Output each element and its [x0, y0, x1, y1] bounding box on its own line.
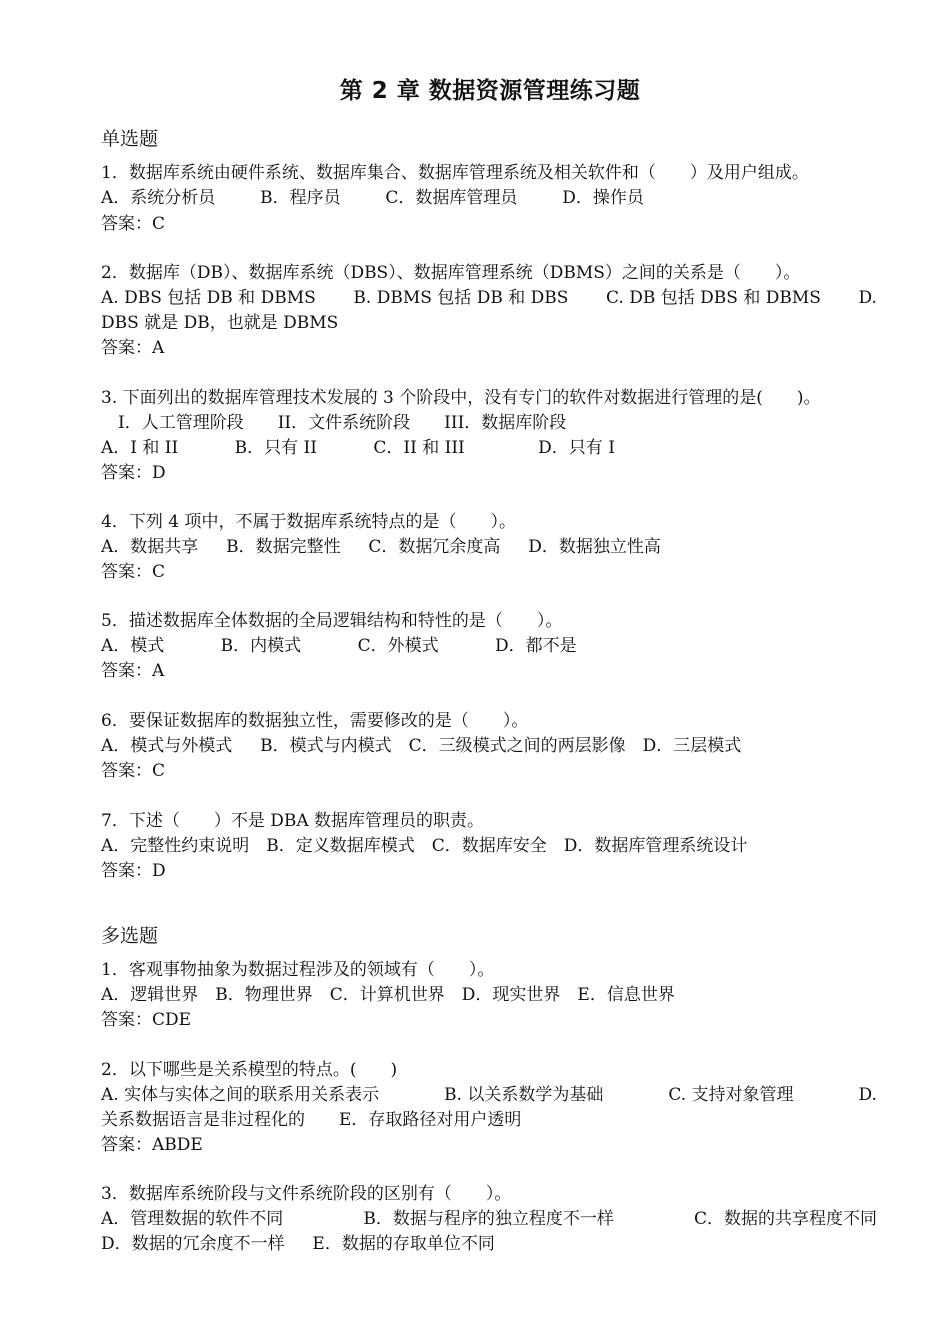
question-answer: 答案：C — [101, 214, 166, 234]
option-d: D. — [858, 288, 877, 308]
question-text: 2．以下哪些是关系模型的特点。( ) — [101, 1060, 398, 1080]
question-text: 6．要保证数据库的数据独立性，需要修改的是（ ）。 — [101, 711, 529, 731]
question-options-row — [101, 1083, 877, 1108]
option-c: C．数据的共享程度不同 — [693, 1209, 877, 1229]
section-heading-multi: 多选题 — [101, 925, 159, 947]
option-d: D. — [858, 1085, 877, 1105]
question-answer: 答案：A — [101, 661, 165, 681]
question-text: 5．描述数据库全体数据的全局逻辑结构和特性的是（ ）。 — [101, 611, 563, 631]
question-options-row — [101, 1207, 877, 1232]
question-options: A．完整性约束说明 B．定义数据库模式 C．数据库安全 D．数据库管理系统设计 — [101, 836, 748, 856]
option-a: A．管理数据的软件不同 — [101, 1209, 284, 1229]
question-answer: 答案：CDE — [101, 1010, 192, 1030]
option-b: B. 以关系数学为基础 — [444, 1085, 604, 1105]
question-options-cont: DBS 就是 DB，也就是 DBMS — [101, 313, 339, 333]
question-options: A．系统分析员 B．程序员 C．数据库管理员 D．操作员 — [101, 188, 644, 208]
question-options: A．逻辑世界 B．物理世界 C．计算机世界 D．现实世界 E．信息世界 — [101, 985, 675, 1005]
option-a: A. 实体与实体之间的联系用关系表示 — [101, 1085, 380, 1105]
question-options-cont: 关系数据语言是非过程化的 E．存取路径对用户透明 — [101, 1110, 522, 1130]
question-answer: 答案：D — [101, 463, 166, 483]
section-heading-single: 单选题 — [101, 128, 159, 150]
question-options: A．I 和 II B．只有 II C．II 和 III D．只有 I — [101, 438, 615, 458]
option-a: A. DBS 包括 DB 和 DBMS — [101, 288, 316, 308]
question-answer: 答案：D — [101, 861, 166, 881]
question-text: 1．数据库系统由硬件系统、数据库集合、数据库管理系统及相关软件和（ ）及用户组成。 — [101, 163, 809, 183]
question-text: 3．数据库系统阶段与文件系统阶段的区别有（ ）。 — [101, 1184, 512, 1204]
option-c: C. DB 包括 DBS 和 DBMS — [606, 288, 821, 308]
question-options-row — [101, 286, 877, 311]
question-sub-items: I．人工管理阶段 II．文件系统阶段 III．数据库阶段 — [101, 413, 567, 433]
question-answer: 答案：A — [101, 338, 165, 358]
question-text: 4．下列 4 项中，不属于数据库系统特点的是（ ）。 — [101, 512, 516, 532]
question-text: 7．下述（ ）不是 DBA 数据库管理员的职责。 — [101, 811, 485, 831]
question-answer: 答案：ABDE — [101, 1135, 203, 1155]
option-b: B. DBMS 包括 DB 和 DBS — [353, 288, 569, 308]
question-answer: 答案：C — [101, 761, 166, 781]
question-options: A．数据共享 B．数据完整性 C．数据冗余度高 D．数据独立性高 — [101, 537, 661, 557]
question-text: 3. 下面列出的数据库管理技术发展的 3 个阶段中，没有专门的软件对数据进行管理的是( )。 — [101, 388, 821, 408]
question-options-cont: D．数据的冗余度不一样 E．数据的存取单位不同 — [101, 1234, 495, 1254]
question-options: A．模式与外模式 B．模式与内模式 C．三级模式之间的两层影像 D．三层模式 — [101, 736, 742, 756]
question-options: A．模式 B．内模式 C．外模式 D．都不是 — [101, 636, 577, 656]
option-b: B．数据与程序的独立程度不一样 — [363, 1209, 614, 1229]
page-title: 第 2 章 数据资源管理练习题 — [339, 78, 641, 104]
question-text: 2．数据库（DB）、数据库系统（DBS）、数据库管理系统（DBMS）之间的关系是（ ）。 — [101, 263, 801, 283]
question-answer: 答案：C — [101, 562, 166, 582]
question-text: 1．客观事物抽象为数据过程涉及的领域有（ ）。 — [101, 960, 495, 980]
option-c: C. 支持对象管理 — [668, 1085, 794, 1105]
